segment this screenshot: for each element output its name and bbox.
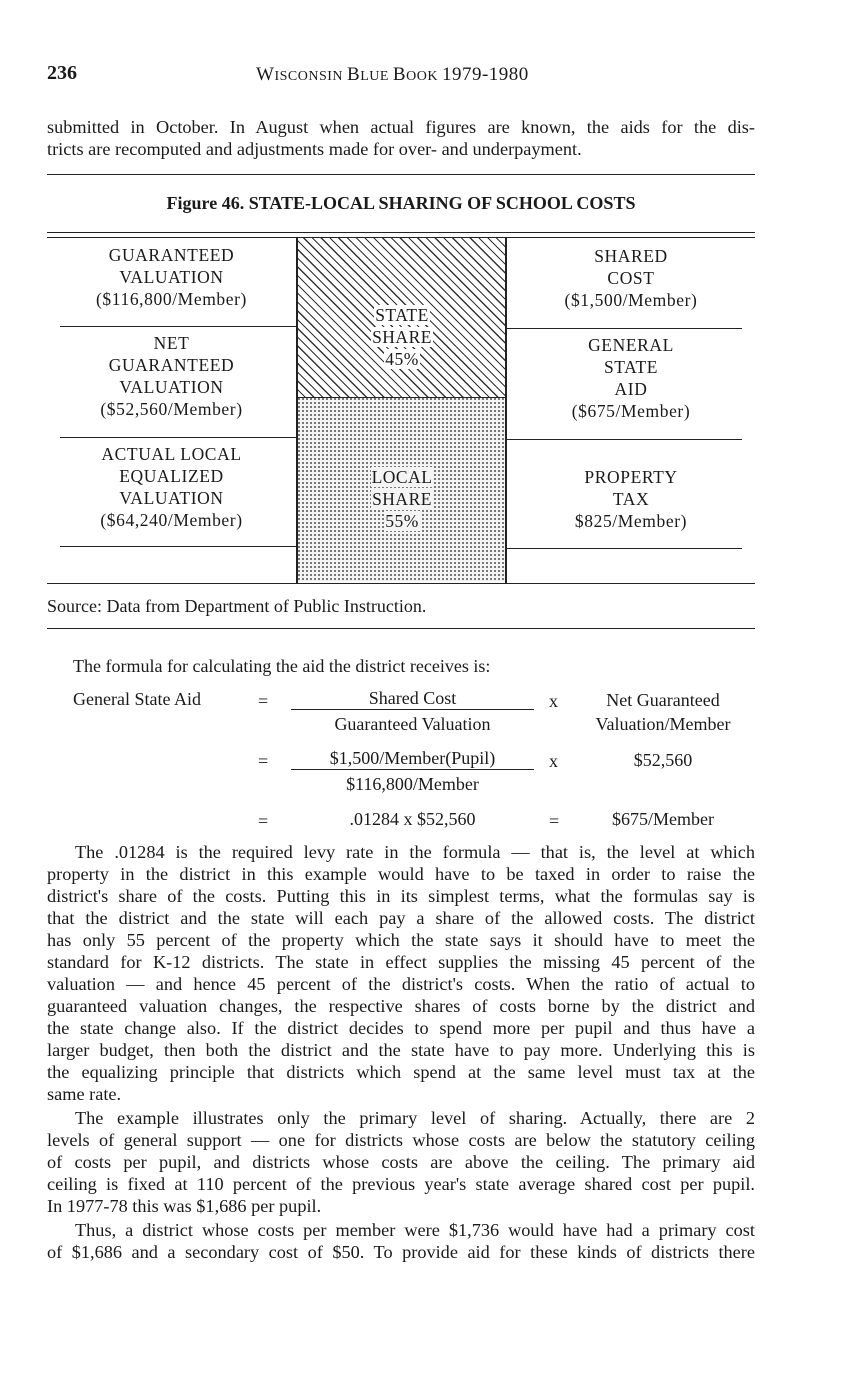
left-divider-1 xyxy=(60,326,296,327)
body-p2-line-4: ceiling is fixed at 110 percent of the previous year's state average shared cost per pupil. xyxy=(47,1174,755,1194)
intro-line-2: tricts are recomputed and adjustments made for over- and underpayment. xyxy=(47,139,582,159)
body-p1-line-7: valuation — and hence 45 percent of the district's costs. When the ratio of actual to xyxy=(47,974,755,994)
shared-cost-cell: SHARED COST ($1,500/Member) xyxy=(564,246,698,310)
formula-right-2: $52,560 xyxy=(633,750,693,770)
formula-right-1b: Valuation/Member xyxy=(595,714,731,734)
formula-right-1a: Net Guaranteed xyxy=(606,690,720,710)
formula-result-mid: .01284 x $52,560 xyxy=(349,809,476,829)
running-title: WISCONSIN BLUE BOOK 1979-1980 xyxy=(256,64,529,85)
body-p1-line-3: district's share of the costs. Putting this in its simplest terms, what the formulas say is xyxy=(47,886,755,906)
body-p1-line-5: has only 55 percent of the property which the state says it should have to meet the xyxy=(47,930,755,950)
right-divider-1 xyxy=(507,328,742,329)
figure-source: Source: Data from Department of Public Instruction. xyxy=(47,596,427,616)
body-p1-line-2: property in the district in this example would have to be taxed in order to raise the xyxy=(47,864,755,884)
body-p1-line-10: larger budget, then both the district and the state have to pay more. Underlying this is xyxy=(47,1040,755,1060)
property-tax-cell: PROPERTY TAX $825/Member) xyxy=(574,467,688,531)
guaranteed-valuation-cell: GUARANTEED VALUATION ($116,800/Member) xyxy=(96,245,247,309)
body-p2-line-1: The example illustrates only the primary level of sharing. Actually, there are 2 xyxy=(75,1108,755,1128)
formula-intro: The formula for calculating the aid the district receives is: xyxy=(73,656,491,676)
body-p2-line-2: levels of general support — one for districts whose costs are below the statutory ceiling xyxy=(47,1130,755,1150)
formula-times-1: x xyxy=(549,691,558,711)
body-p1-line-4: that the district and the state will each pay a share of the allowed costs. The district xyxy=(47,908,755,928)
local-share-label: LOCAL SHARE 55% xyxy=(371,467,433,531)
formula-lhs: General State Aid xyxy=(73,689,201,709)
body-p1-line-8: guaranteed valuation changes, the respective shares of costs borne by the district and xyxy=(47,996,755,1016)
actual-local-valuation-cell: ACTUAL LOCAL EQUALIZED VALUATION ($64,240/Member) xyxy=(100,444,243,530)
body-p3-line-2: of $1,686 and a secondary cost of $50. To provide aid for these kinds of districts there xyxy=(47,1242,755,1262)
left-divider-3 xyxy=(60,546,296,547)
body-p1-line-6: standard for K-12 districts. The state in effect supplies the missing 45 percent of the xyxy=(47,952,755,972)
left-divider-2 xyxy=(60,437,296,438)
state-share-label: STATE SHARE 45% xyxy=(372,305,432,369)
intro-line-1: submitted in October. In August when actual figures are known, the aids for the dis- xyxy=(47,117,755,137)
formula-eq-3: = xyxy=(258,811,269,831)
formula-numerator-2: $1,500/Member(Pupil) xyxy=(291,747,534,770)
formula-denominator-2: $116,800/Member xyxy=(346,774,479,794)
page-number: 236 xyxy=(47,62,77,84)
right-divider-3 xyxy=(507,548,742,549)
body-p1-line-9: the state change also. If the district decides to spend more per pupil and thus have a xyxy=(47,1018,755,1038)
figure-end-rule xyxy=(47,628,755,629)
formula-eq-4: = xyxy=(549,811,560,831)
formula-times-2: x xyxy=(549,751,558,771)
formula-eq-2: = xyxy=(258,751,269,771)
state-local-divider xyxy=(297,397,507,398)
right-divider-2 xyxy=(507,439,742,440)
figure-title: Figure 46. STATE-LOCAL SHARING OF SCHOOL COSTS xyxy=(166,193,636,213)
net-guaranteed-valuation-cell: NET GUARANTEED VALUATION ($52,560/Member) xyxy=(100,333,243,419)
formula-numerator-1: Shared Cost xyxy=(291,687,534,710)
table-top-rule-1 xyxy=(47,232,755,233)
general-state-aid-cell: GENERAL STATE AID ($675/Member) xyxy=(571,335,691,421)
body-p1-line-12: same rate. xyxy=(47,1084,122,1104)
body-p2-line-3: of costs per pupil, and districts whose costs are above the ceiling. The primary aid xyxy=(47,1152,755,1172)
formula-eq-1: = xyxy=(258,691,269,711)
body-p2-line-5: In 1977-78 this was $1,686 per pupil. xyxy=(47,1196,322,1216)
body-p3-line-1: Thus, a district whose costs per member were $1,736 would have had a primary cost xyxy=(75,1220,755,1240)
table-bottom-rule xyxy=(47,583,755,584)
body-p1-line-11: the equalizing principle that districts which spend at the same level must tax at the xyxy=(47,1062,755,1082)
formula-denominator-1: Guaranteed Valuation xyxy=(334,714,491,734)
body-p1-line-1: The .01284 is the required levy rate in the formula — that is, the level at which xyxy=(75,842,755,862)
figure-top-rule xyxy=(47,174,755,175)
formula-result-right: $675/Member xyxy=(612,809,714,829)
